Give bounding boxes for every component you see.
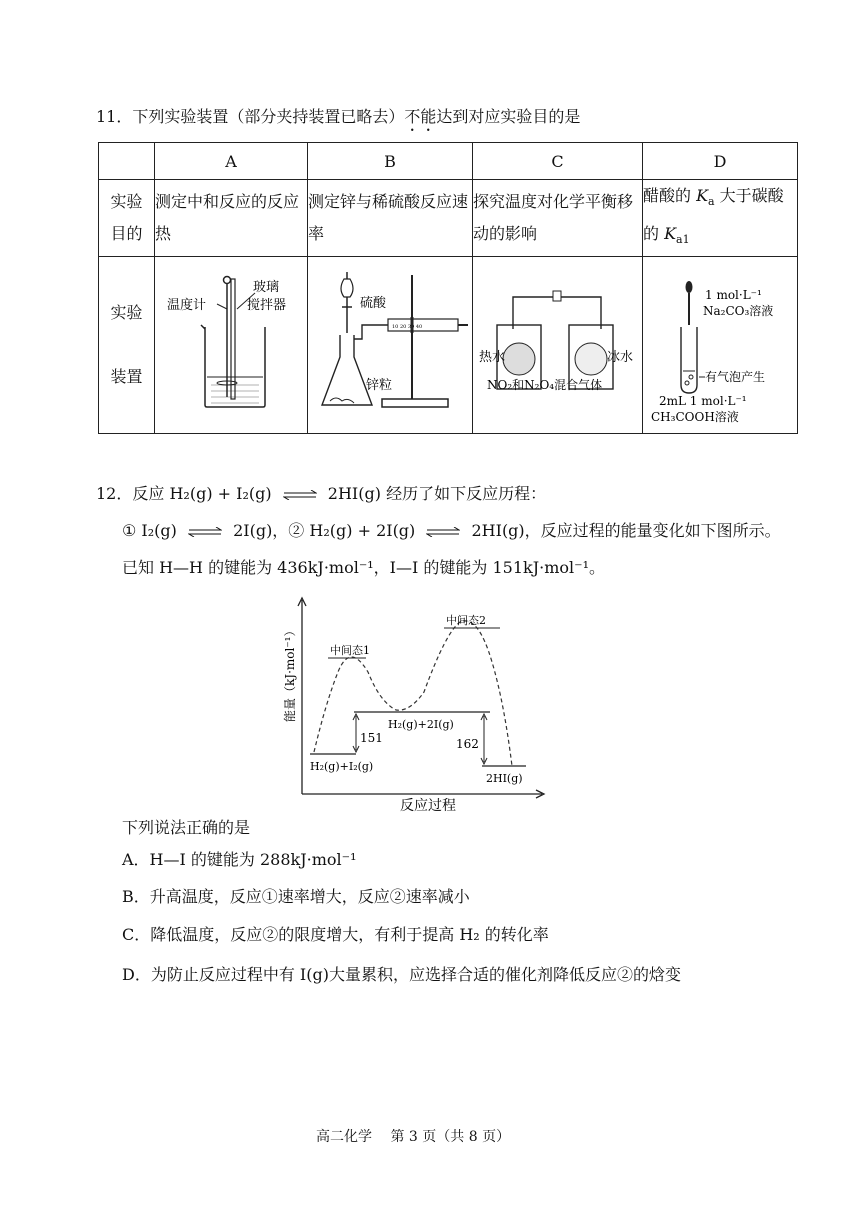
thermometer-leader [217, 304, 227, 309]
purpose-c: 探究温度对化学平衡移动的影响 [473, 180, 643, 257]
carbonate-conc: 1 mol·L⁻¹ [704, 288, 762, 303]
stirrer-label-1: 玻璃 [253, 280, 280, 296]
ice-water-label: 冰水 [607, 350, 634, 366]
hot-water-label: 热水 [479, 350, 506, 366]
q12-line2 [122, 521, 781, 542]
energy-profile-chart [280, 592, 550, 814]
carbonate-reagent: Na₂CO₃溶液 [702, 304, 774, 319]
calorimeter-diagram [155, 257, 307, 429]
stirrer-ring [224, 277, 231, 284]
apparatus-row [99, 257, 798, 434]
purpose-row-label [99, 180, 155, 257]
conical-flask [322, 335, 372, 405]
apparatus-c [473, 257, 643, 434]
q12-line1-pre: 反应 H₂(g) + I₂(g) [132, 484, 272, 503]
stirrer-label-2: 搅拌器 [247, 298, 287, 314]
purpose-d-pre: 醋酸的 [642, 186, 697, 205]
option-a: A．H—I 的键能为 288kJ·mol⁻¹ [122, 850, 357, 869]
state-ts2-label: 中间态2 [446, 614, 486, 627]
acetic-volume: 2mL 1 mol·L⁻¹ [658, 394, 747, 409]
stand-base [382, 399, 448, 407]
purpose-d [642, 180, 797, 257]
bubbles-label: 有气泡产生 [704, 370, 765, 385]
q11-stem-post: 达到对应实验目的是 [436, 107, 581, 126]
gas-mixture-label: NO₂和N₂O₄混合气体 [487, 378, 603, 393]
q11-stem [96, 107, 580, 135]
q12-step2-tail: 2HI(g)，反应过程的能量变化如下图所示。 [471, 521, 781, 540]
col-header-b: B [308, 143, 473, 180]
x-axis-label: 反应过程 [400, 798, 456, 814]
syringe-scale: 10 20 30 40 [392, 324, 423, 331]
q11-stem-emphasis: 不能 [404, 107, 437, 126]
q11-stem-pre: 下列实验装置（部分夹持装置已略去） [132, 107, 405, 126]
row-label-line1: 实验 [110, 192, 143, 212]
energy-curve [314, 621, 512, 766]
equilibrium-arrow-icon [283, 485, 317, 505]
q12-line1 [96, 484, 546, 505]
q12-line3: 已知 H—H 的键能为 436kJ·mol⁻¹，I—I 的键能为 151kJ·mol⁻¹。 [122, 558, 606, 577]
table-corner-cell [99, 143, 155, 180]
purpose-b: 测定锌与稀硫酸反应速率 [308, 180, 473, 257]
hot-flask [503, 343, 535, 375]
q12-step2: 2I(g)，② H₂(g) + 2I(g) [233, 521, 416, 540]
apparatus-d [642, 257, 797, 434]
option-d: D．为防止反应过程中有 I(g)大量累积，应选择合适的催化剂降低反应②的焓变 [122, 965, 681, 984]
apparatus-b [308, 257, 473, 434]
reaction-rate-diagram [308, 257, 472, 429]
bubble [689, 375, 693, 379]
equilibrium-arrow-icon [188, 522, 222, 542]
page-footer: 高二化学 第 3 页（共 8 页） [316, 1129, 511, 1145]
table-header-row [99, 143, 798, 180]
acid-strength-diagram [643, 257, 797, 429]
cold-flask [575, 343, 607, 375]
dropper-bulb [685, 281, 692, 293]
bubble [685, 381, 689, 385]
purpose-d-mid: 大于碳酸的 [642, 186, 784, 244]
zinc-granules [330, 398, 354, 403]
col-header-d: D [642, 143, 797, 180]
clip [553, 291, 561, 301]
purpose-row [99, 180, 798, 257]
state-intermediate-label: H₂(g)+2I(g) [388, 718, 454, 731]
value-162-label: 162 [456, 737, 479, 751]
row-label-line2: 装置 [110, 367, 143, 387]
y-axis-label: 能量（kJ·mol⁻¹） [283, 624, 297, 722]
q12-number: 12． [96, 484, 133, 503]
ka1-symbol: K [664, 224, 677, 244]
apparatus-a [155, 257, 308, 434]
apparatus-row-label [99, 257, 155, 434]
q11-number: 11． [96, 107, 133, 126]
state-products-label: 2HI(g) [486, 772, 523, 785]
option-b: B．升高温度，反应①速率增大，反应②速率减小 [122, 887, 470, 906]
equilibrium-arrow-icon [426, 522, 460, 542]
q12-prompt: 下列说法正确的是 [122, 818, 251, 837]
zinc-label: 锌粒 [366, 378, 393, 394]
option-c: C．降低温度，反应②的限度增大，有利于提高 H₂ 的转化率 [122, 925, 549, 944]
ka-subscript: a [708, 195, 715, 209]
thermometer-label: 温度计 [167, 298, 207, 314]
ka1-subscript: a1 [676, 233, 690, 247]
dropping-funnel [341, 279, 353, 297]
glass-connector [513, 297, 601, 329]
equilibrium-diagram [473, 257, 641, 429]
ka-symbol: K [696, 186, 709, 205]
purpose-a: 测定中和反应的反应热 [155, 180, 308, 257]
value-151-label: 151 [360, 731, 383, 745]
acid-label: 硫酸 [360, 296, 387, 312]
row-label-line1: 实验 [110, 303, 143, 323]
state-ts1-label: 中间态1 [330, 644, 370, 657]
experiment-table [98, 142, 798, 434]
q12-line1-post: 2HI(g) 经历了如下反应历程： [327, 484, 547, 503]
acetic-reagent: CH₃COOH溶液 [650, 410, 739, 425]
col-header-c: C [473, 143, 643, 180]
q12-step1: ① I₂(g) [122, 521, 177, 540]
state-reactants-label: H₂(g)+I₂(g) [310, 760, 374, 773]
row-label-line2: 目的 [110, 224, 143, 244]
connecting-tube [354, 325, 388, 339]
col-header-a: A [155, 143, 308, 180]
